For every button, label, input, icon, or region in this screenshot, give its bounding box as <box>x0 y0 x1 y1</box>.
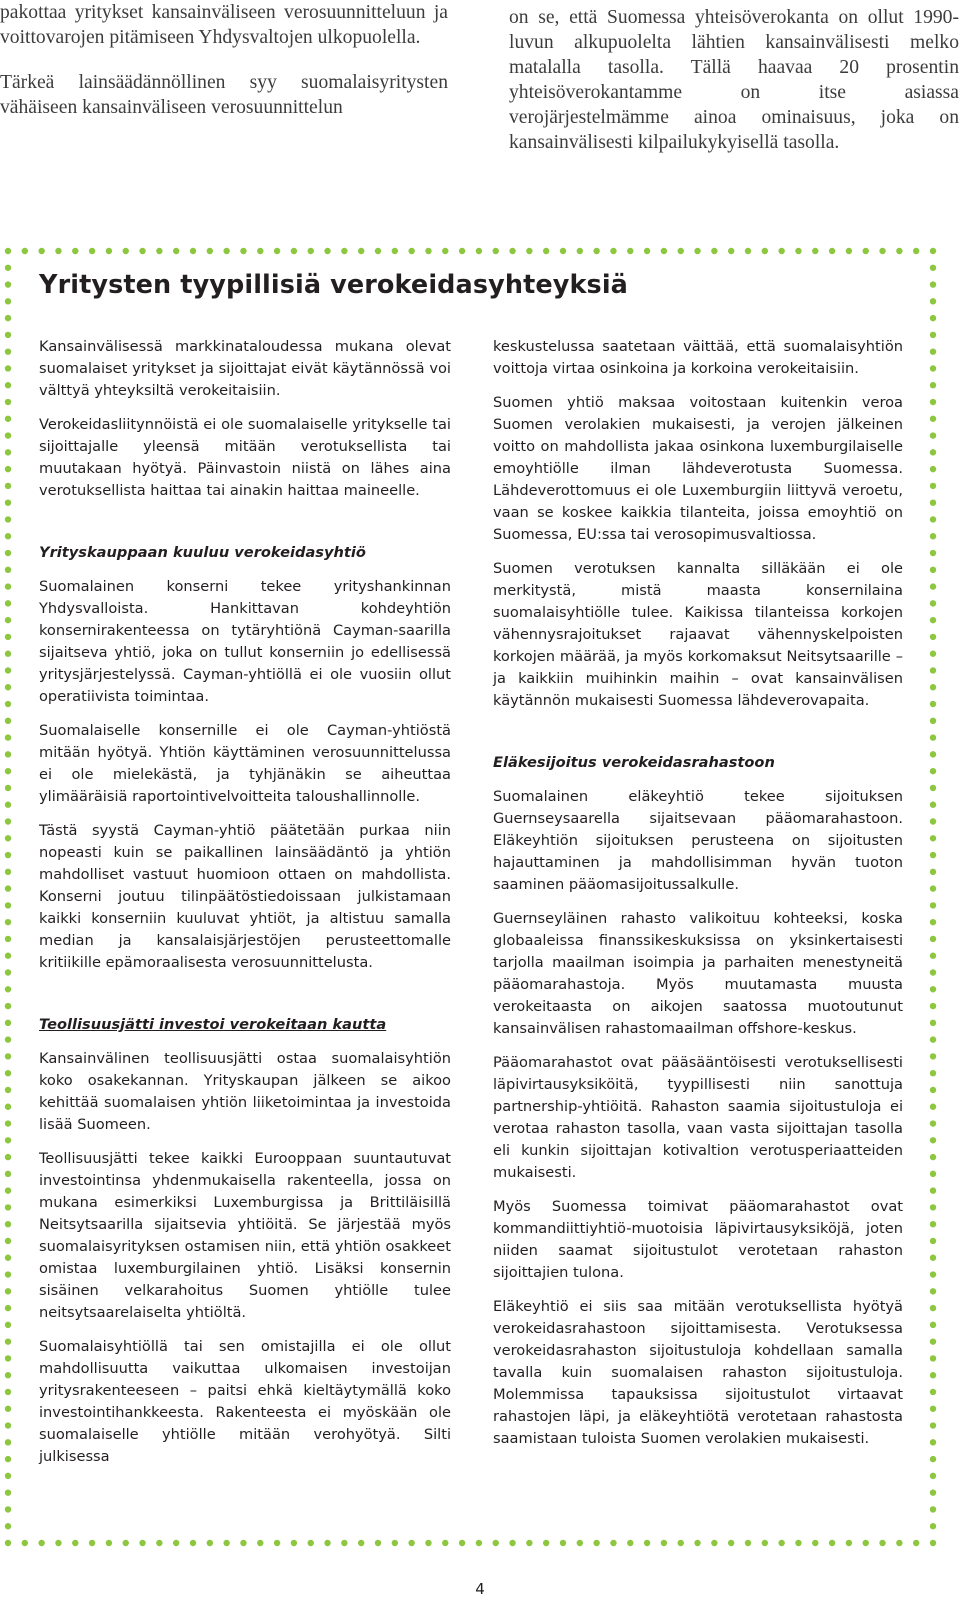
section-heading-2: Teollisuusjätti investoi verokeitaan kautta <box>39 1016 387 1033</box>
right-section3-p4: Myös Suomessa toimivat pääomarahastot ovat kommandiittiyhtiö-muotoisia läpivirtausyksiköjä, joten niiden saamat sijoitustulot verotetaan rahaston sijoittajien tulona. <box>493 1198 903 1281</box>
right-section3-p5: Eläkeyhtiö ei siis saa mitään verotuksellista hyötyä verokeidasrahastoon sijoittamisesta. Verotuksessa verokeidasrahaston sijoitustuloja kohdellaan samalla tavalla kuin suomalaisen rahaston sijoitustuloja. Molemmissa tapauksissa sijoitustulot virtaavat rahastojen läpi, ja eläkeyhtiötä verotetaan rahastosta saamistaan tuloista Suomen verolakien mukaisesti. <box>493 1298 903 1447</box>
box-title: Yritysten tyypillisiä verokeidasyhteyksiä <box>39 270 628 300</box>
right-section0-p2: Suomen yhtiö maksaa voitostaan kuitenkin veroa Suomen verolakien mukaisesti, ja verojen jälkeinen voitto on mahdollista jakaa osinkona luxemburgilaiselle emoyhtiölle ilman lähdeverotusta Suomessa. Lähdeverottomuus ei ole Luxemburgiin liittyvä veroetu, vaan se koskee kaikkia tilanteita, joissa emoyhtiö on Suomessa, EU:ssa tai verosopimusvaltiossa. <box>493 394 903 543</box>
left-section2-p3: Suomalaisyhtiöllä tai sen omistajilla ei ole ollut mahdollisuutta vaikuttaa ulkomaisen investoijan yritysrakenteeseen – paitsi ehkä kieltäytymällä koko investointihankkeesta. Rakenteesta ei myöskään ole suomalaiselle yhtiölle mitään verohyötyä. Silti julkisessa <box>39 1338 451 1465</box>
top-left-column <box>0 0 448 140</box>
top-left-paragraph-1: pakottaa yritykset kansainväliseen verosuunnitteluun ja voittovarojen pitämiseen Yhdysvaltojen ulkopuolella. <box>0 2 448 48</box>
left-section1-p1: Suomalainen konserni tekee yrityshankinnan Yhdysvalloista. Hankittavan kohdeyhtiön konsernirakenteessa on tytäryhtiönä Cayman-saarilla sijaitseva yhtiö, joka on tullut konserniin jo edellisessä yritysjärjestelyssä. Cayman-yhtiöllä ei ole vuosiin ollut operatiivista toimintaa. <box>39 578 451 705</box>
left-section1-p2: Suomalaiselle konsernille ei ole Cayman-yhtiöstä mitään hyötyä. Yhtiön käyttäminen verosuunnittelussa ei ole mielekästä, ja tyhjänäkin se aiheuttaa ylimääräisiä raportointivelvoitteita taloushallinnolle. <box>39 722 451 805</box>
left-section2-p1: Kansainvälinen teollisuusjätti ostaa suomalaisyhtiön koko osakekannan. Yrityskaupan jälkeen se aikoo kehittää suomalaisen yhtiön liiketoimintaa ja investoida lisää Suomeen. <box>39 1050 451 1133</box>
box-left-column <box>39 336 451 1480</box>
top-right-paragraph-1: on se, että Suomessa yhteisöverokanta on ollut 1990-luvun alkupuolelta lähtien kansainvälisesti melko matalalla tasolla. Tällä haavaa 20 prosentin yhteisöverokantamme on itse asiassa verojärjestelmämme ainoa ominaisuus, joka on kansainvälisesti kilpailukykyisellä tasolla. <box>509 7 959 153</box>
left-section1-p3: Tästä syystä Cayman-yhtiö päätetään purkaa niin nopeasti kuin se paikallinen lainsäädäntö ja yhtiön mahdolliset vastuut huomioon ottaen on mahdollista. Konserni joutuu tilinpäätöstiedoissaan julkistamaan kaikki konserniin kuuluvat yhtiöt, ja altistuu samalla median ja kansalaisjärjestöjen perusteettomalle kritiikille epämoraalisesta verosuunnittelusta. <box>39 822 451 971</box>
right-section3-p2: Guernseyläinen rahasto valikoituu kohteeksi, koska globaaleissa finanssikeskuksissa on yksinkertaisesti tarjolla maailman isoimpia ja parhaiten menestyneitä pääomarahastoja. Myös muutamasta muusta verokeitaasta on aikojen saatossa muotoutunut kansainvälisen rahastomaailman offshore-keskus. <box>493 910 903 1037</box>
page-number: 4 <box>475 1580 485 1598</box>
section-heading-1: Yrityskauppaan kuuluu verokeidasyhtiö <box>39 544 366 561</box>
top-left-paragraph-2: Tärkeä lainsäädännöllinen syy suomalaisyritysten vähäiseen kansainväliseen verosuunnittelun <box>0 72 448 118</box>
top-right-column <box>509 5 959 175</box>
section-heading-3: Eläkesijoitus verokeidasrahastoon <box>493 754 775 771</box>
left-section2-p2: Teollisuusjätti tekee kaikki Eurooppaan suuntautuvat investointinsa yhdenmukaisella rakenteella, jossa on mukana esimerkiksi Luxemburgissa ja Brittiläisillä Neitsytsaarilla sijaitsevia yhtiöitä. Se järjestää myös suomalaisyrityksen ostamisen niin, että yhtiön osakkeet omistaa luxemburgilainen yhtiö. Lisäksi konsernin sisäinen velkarahoitus Suomen yhtiölle tulee neitsytsaarelaiselta yhtiöltä. <box>39 1150 451 1321</box>
left-intro-1: Kansainvälisessä markkinataloudessa mukana olevat suomalaiset yritykset ja sijoittajat eivät käytännössä voi välttyä yhteyksiltä verokeitaisiin. <box>39 338 451 399</box>
left-intro-2: Verokeidasliitynnöistä ei ole suomalaiselle yritykselle tai sijoittajalle yleensä mitään verotuksellista tai muutakaan hyötyä. Päinvastoin niistä on lähes aina verotuksellista haittaa tai ainakin haittaa maineelle. <box>39 416 451 499</box>
right-section0-p1: keskustelussa saatetaan väittää, että suomalaisyhtiön voittoja virtaa osinkoina ja korkoina verokeitaisiin. <box>493 338 903 377</box>
box-right-column <box>493 336 903 1462</box>
right-section3-p3: Pääomarahastot ovat pääsääntöisesti verotuksellisesti läpivirtausyksiköitä, tyypillisesti niin sanottuja partnership-yhtiöitä. Rahaston saamia sijoitustuloja ei verotaa rahaston tasolla, vaan vasta sijoittajan tasolla eli kunkin sijoittajan kotivaltion verotusperiaatteiden mukaisesti. <box>493 1054 903 1181</box>
right-section0-p3: Suomen verotuksen kannalta silläkään ei ole merkitystä, mistä maasta konsernilaina suomalaisyhtiölle tulee. Kaikissa tilanteissa korkojen vähennysrajoitukset rajaavat vähennyskelpoisten korkojen määrää, ja myös korkomaksut Neitsytsaarille – ja kaikkiin muihinkin maihin – ovat kansainvälisen käytännön mukaisesti Suomessa lähdeverovapaita. <box>493 560 903 709</box>
right-section3-p1: Suomalainen eläkeyhtiö tekee sijoituksen Guernseysaarella sijaitsevaan pääomarahastoon. Eläkeyhtiön sijoituksen perusteena on sijoitusten hajauttaminen ja mahdollisimman hyvän tuoton saaminen pääomasijoitussalkulle. <box>493 788 903 893</box>
